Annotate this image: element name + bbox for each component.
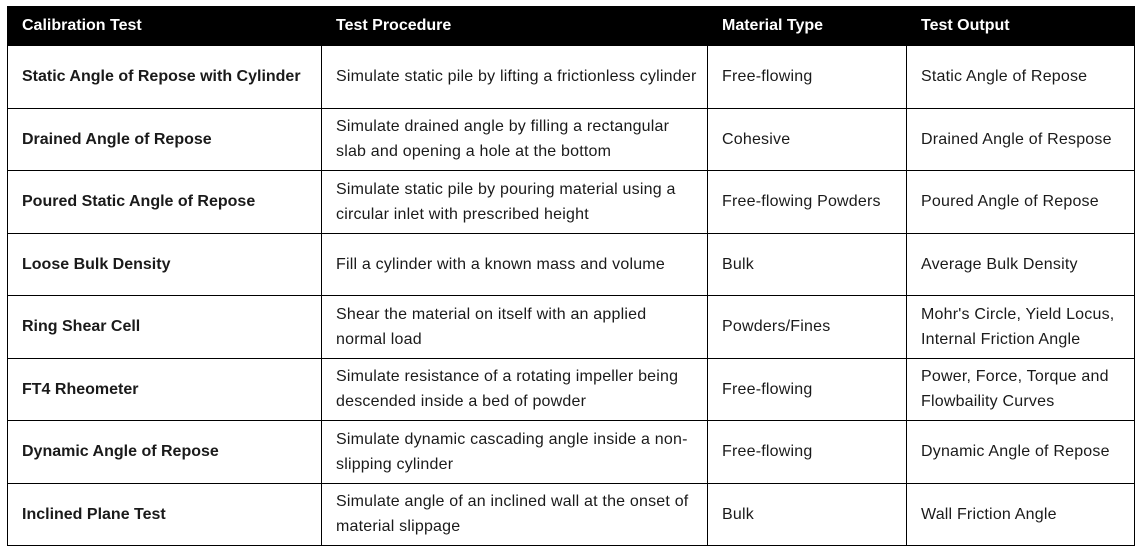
cell-material: Free-flowing — [708, 358, 907, 421]
cell-procedure: Fill a cylinder with a known mass and volume — [322, 233, 708, 296]
cell-material: Free-flowing — [708, 46, 907, 109]
header-test-output: Test Output — [907, 7, 1135, 46]
cell-output: Mohr's Circle, Yield Locus, Internal Friction Angle — [907, 296, 1135, 359]
cell-procedure: Simulate static pile by pouring material using a circular inlet with prescribed height — [322, 171, 708, 234]
table-header — [8, 7, 1135, 46]
cell-output: Average Bulk Density — [907, 233, 1135, 296]
cell-output: Drained Angle of Respose — [907, 108, 1135, 171]
cell-procedure: Simulate drained angle by filling a rectangular slab and opening a hole at the bottom — [322, 108, 708, 171]
cell-test-name: Inclined Plane Test — [8, 483, 322, 546]
header-test-procedure: Test Procedure — [322, 7, 708, 46]
cell-output: Dynamic Angle of Repose — [907, 421, 1135, 484]
header-calibration-test: Calibration Test — [8, 7, 322, 46]
cell-procedure: Simulate angle of an inclined wall at the onset of material slippage — [322, 483, 708, 546]
cell-procedure: Simulate static pile by lifting a frictionless cylinder — [322, 46, 708, 109]
cell-procedure: Shear the material on itself with an applied normal load — [322, 296, 708, 359]
cell-material: Bulk — [708, 233, 907, 296]
table-row — [8, 46, 1135, 109]
table-row — [8, 483, 1135, 546]
cell-material: Cohesive — [708, 108, 907, 171]
cell-material: Free-flowing Powders — [708, 171, 907, 234]
cell-material: Bulk — [708, 483, 907, 546]
table-row — [8, 108, 1135, 171]
cell-procedure: Simulate resistance of a rotating impeller being descended inside a bed of powder — [322, 358, 708, 421]
cell-material: Free-flowing — [708, 421, 907, 484]
cell-output: Poured Angle of Repose — [907, 171, 1135, 234]
cell-test-name: Drained Angle of Repose — [8, 108, 322, 171]
calibration-table-container — [7, 6, 1134, 546]
cell-output: Power, Force, Torque and Flowbaility Curves — [907, 358, 1135, 421]
header-material-type: Material Type — [708, 7, 907, 46]
cell-test-name: Poured Static Angle of Repose — [8, 171, 322, 234]
table-row — [8, 296, 1135, 359]
table-row — [8, 421, 1135, 484]
header-row — [8, 7, 1135, 46]
table-row — [8, 358, 1135, 421]
table-row — [8, 233, 1135, 296]
cell-procedure: Simulate dynamic cascading angle inside a non-slipping cylinder — [322, 421, 708, 484]
cell-test-name: Loose Bulk Density — [8, 233, 322, 296]
cell-test-name: Ring Shear Cell — [8, 296, 322, 359]
cell-output: Static Angle of Repose — [907, 46, 1135, 109]
calibration-table — [7, 6, 1135, 546]
cell-test-name: Dynamic Angle of Repose — [8, 421, 322, 484]
table-body — [8, 46, 1135, 546]
cell-test-name: FT4 Rheometer — [8, 358, 322, 421]
cell-material: Powders/Fines — [708, 296, 907, 359]
cell-test-name: Static Angle of Repose with Cylinder — [8, 46, 322, 109]
cell-output: Wall Friction Angle — [907, 483, 1135, 546]
table-row — [8, 171, 1135, 234]
